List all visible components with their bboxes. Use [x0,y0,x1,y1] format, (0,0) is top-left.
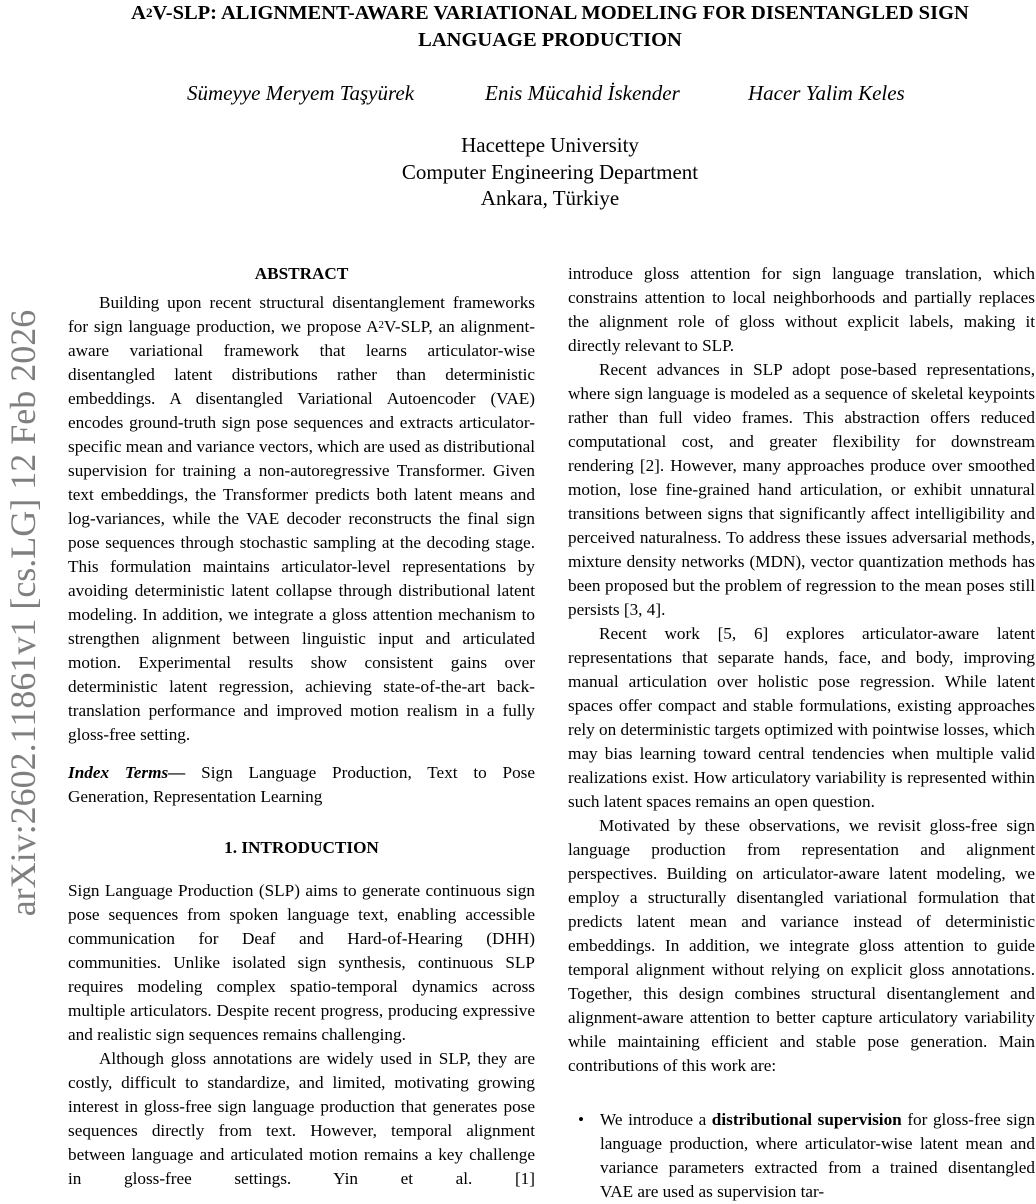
abstract-superscript: 2 [378,319,385,331]
contribution-item [568,1108,1035,1204]
title-prefix: A [131,2,146,24]
affiliation [310,132,790,212]
author-3: Hacer Yalim Keles [748,81,905,105]
intro-paragraph-4: Recent work [5, 6] explores articulator-aware latent representations that separate hands, face, and body, improving manual articulation over holistic pose regression. While latent spaces offer compact and stable formulations, existing approaches rely on deterministic targets optimized with pointwise losses, which may bias learning toward central tendencies when multiple valid realizations exist. How articulatory variability is represented within such latent spaces remains an open question. [568,624,1036,811]
title-line-2: LANGUAGE PRODUCTION [418,29,682,51]
author-list [0,81,1036,111]
affiliation-university: Hacettepe University [461,133,639,157]
title-rest: V-SLP: ALIGNMENT-AWARE VARIATIONAL MODELING FOR DISENTANGLED SIGN [152,2,969,24]
intro-paragraph-1: Sign Language Production (SLP) aims to generate continuous sign pose sequences from spoken language text, enabling accessible communication for Deaf and Hard-of-Hearing (DHH) communities. Unlike isolated sign synthesis, continuous SLP requires modeling complex spatio-temporal dynamics across multiple articulators. Despite recent progress, producing expressive and realistic sign sequences remains challenging. [68,881,535,1044]
abstract-text-b: V-SLP, an alignment-aware variational framework that learns articulator-wise disentangled latent distributions rather than deterministic embeddings. A disentangled Variational Autoencoder (VAE) encodes ground-truth sign pose sequences and extracts articulator-specific mean and variance vectors, which are used as distributional supervision for training a non-autoregressive Transformer. Given text embeddings, the Transformer predicts both latent means and log-variances, while the VAE decoder reconstructs the final sign pose sequences through stochastic sampling at the decoding stage. This formulation maintains articulator-level representations by avoiding deterministic latent collapse through distributional latent modeling. In addition, we integrate a gloss attention mechanism to strengthen alignment between linguistic input and articulated motion. Experimental results show consistent gains over deterministic latent regression, achieving state-of-the-art back-translation performance and improved motion realism in a fully gloss-free setting. [68,317,535,744]
title-line-1 [60,0,1036,27]
right-column [568,262,1035,1204]
author-1: Sümeyye Meryem Taşyürek [187,81,415,105]
index-terms-label: Index Terms— [68,763,186,782]
author-2: Enis Mücahid İskender [485,81,680,105]
affiliation-location: Ankara, Türkiye [480,186,620,210]
title-superscript: 2 [145,5,153,20]
contribution-emphasis: distributional supervision [711,1110,902,1129]
index-terms [68,761,535,809]
intro-paragraph-2: Although gloss annotations are widely used in SLP, they are costly, difficult to standardize, and limited, motivating growing interest in gloss-free sign language production that generates pose sequences directly from text. However, temporal alignment between language and articulated motion remains a key challenge in gloss-free settings. Yin et al. [1] [68,1049,535,1188]
affiliation-department: Computer Engineering Department [401,159,699,184]
intro-paragraph-3: Recent advances in SLP adopt pose-based representations, where sign language is modeled as a sequence of skeletal keypoints rather than full video frames. This abstraction offers reduced computational cost, and greater flexibility for downstream rendering [2]. However, many approaches produce over smoothed motion, lose fine-grained hand articulation, or exhibit unnatural transitions between signs that significantly affect intelligibility and perceived naturalness. To address these issues adversarial methods, mixture density networks (MDN), vector quantization methods has been proposed but the problem of regression to the mean poses still persists [3, 4]. [568,360,1035,619]
introduction-heading: 1. INTRODUCTION [224,838,379,857]
contribution-text-a: We introduce a [600,1110,712,1129]
paper-title [60,0,1036,54]
contribution-list [568,1108,1035,1204]
intro-paragraph-5: Motivated by these observations, we revisit gloss-free sign language production from representation and alignment perspectives. Building on articulator-aware latent modeling, we employ a structurally disentangled variational formulation that predicts latent mean and variance instead of deterministic embeddings. In addition, we integrate gloss attention to guide temporal alignment without relying on explicit gloss annotations. Together, this design combines structural disentanglement and alignment-aware attention to better capture articulatory variability while maintaining efficient and stable pose generation. Main contributions of this work are: [568,816,1035,1075]
abstract-text [68,291,535,747]
abstract-heading: ABSTRACT [254,264,349,283]
left-column [68,262,535,1191]
arxiv-stamp [3,309,43,917]
intro-paragraph-2-continued: introduce gloss attention for sign language translation, which constrains attention to local neighborhoods and partially replaces the alignment role of gloss without explicit labels, making it directly relevant to SLP. [568,264,1035,355]
bullet-icon: • [578,1110,585,1129]
index-terms-text: Sign Language Production, Text to Pose Generation, Representation Learning [68,763,535,806]
abstract-text-a: Building upon recent structural disentanglement frameworks for sign language production, we propose A [68,293,535,336]
arxiv-stamp-text: arXiv:2602.11861v1 [cs.LG] 12 Feb 2026 [3,309,43,917]
contribution-text-b: for gloss-free sign language production, where articulator-wise latent mean and variance parameters extracted from a trained disentangled VAE are used as supervision tar- [600,1110,1035,1201]
